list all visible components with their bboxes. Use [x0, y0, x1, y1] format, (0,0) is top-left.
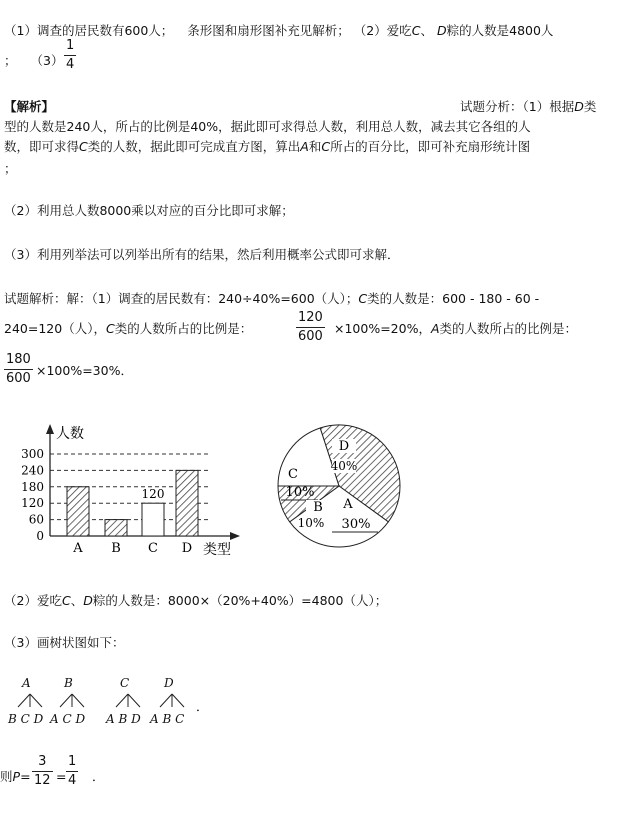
- y-axis-label: 人数: [56, 426, 84, 442]
- solution-line-3: ×100%=30%．: [36, 363, 133, 378]
- bar-B: [105, 520, 127, 536]
- x-axis-label: 类型: [203, 542, 231, 558]
- y-tick-label: 300: [21, 447, 44, 461]
- x-tick-label: B: [111, 541, 121, 556]
- pie-label-D: D: [338, 439, 350, 454]
- y-axis-arrow: [46, 424, 54, 434]
- tree-branches: [10, 693, 50, 709]
- solution-line-2b: ×100%=20%，A类的人数所占的比例是：: [334, 321, 578, 336]
- tree-root-B: B: [64, 676, 73, 690]
- part3-solution-text: （3）画树状图如下：: [4, 635, 125, 650]
- y-tick-label: 120: [21, 496, 44, 511]
- tree-root-A: A: [22, 676, 31, 690]
- answer-fraction: 1 4: [66, 38, 75, 72]
- pie-pct-D: 40%: [330, 459, 358, 473]
- tree-end: ．: [196, 699, 209, 714]
- result-eq2: =: [56, 769, 67, 784]
- part2-solution: （2）爱吃C、D粽的人数是：8000×（20%+40%）=4800（人）；: [4, 593, 388, 608]
- pie-label-A: A: [343, 497, 353, 512]
- solution-line-2: 240=120（人），C类的人数所占的比例是：: [4, 321, 253, 336]
- analysis-title-line: 试题分析：（1）根据D类: [460, 99, 597, 114]
- x-axis-arrow: [230, 532, 240, 540]
- analysis-heading: 【解析】: [4, 99, 55, 114]
- y-tick-label: 60: [28, 512, 44, 527]
- pie-pct-B: 10%: [297, 516, 325, 530]
- pie-pct-C: 10%: [285, 485, 315, 500]
- pie-chart: [278, 425, 400, 547]
- tree-root-D: D: [164, 676, 174, 690]
- bar-D: [176, 470, 198, 536]
- bar-chart: [21, 424, 240, 558]
- bar-C: [142, 503, 164, 536]
- analysis-p1-line3: 数，即可求得C类的人数，据此即可完成直方图，算出A和C所占的百分比，即可补充扇形统计图: [4, 139, 531, 154]
- pie-label-B: B: [313, 500, 323, 515]
- y-tick-label: 240: [21, 463, 44, 478]
- y-tick-label: 0: [36, 529, 44, 543]
- tree-branches: [152, 693, 192, 709]
- analysis-p1-line2: 型的人数是240人，所占的比例是40%，据此即可求得总人数，利用总人数，减去其它各组的人: [4, 119, 531, 134]
- x-tick-label: A: [73, 541, 83, 556]
- answer-line-2: ； （3）: [4, 53, 64, 68]
- tree-children: B C D: [8, 712, 44, 726]
- y-tick-label: 180: [21, 479, 44, 494]
- result-fraction-2: 1 4: [68, 754, 77, 788]
- solution-line-1: 试题解析：解：（1）调查的居民数有：240÷40%=600（人）；C类的人数是：600 - 180 - 60 -: [4, 291, 540, 306]
- x-tick-label: D: [181, 541, 193, 556]
- solution-fraction-2: 180 600: [6, 352, 31, 386]
- bar-A: [67, 487, 89, 536]
- result-line: 则P=: [0, 769, 31, 784]
- pie-pct-A: 30%: [341, 517, 371, 532]
- tree-children: A B C: [150, 712, 185, 726]
- tree-branches: [108, 693, 148, 709]
- tree-children: A C D: [50, 712, 86, 726]
- analysis-p3: （3）利用列举法可以列举出所有的结果，然后利用概率公式即可求解．: [4, 247, 400, 262]
- solution-fraction-1: 120 600: [298, 310, 323, 344]
- analysis-p2: （2）利用总人数8000乘以对应的百分比即可求解；: [4, 203, 294, 218]
- analysis-p1-line4: ；: [4, 161, 17, 176]
- tree-children: A B D: [106, 712, 141, 726]
- x-tick-label: C: [148, 541, 158, 556]
- tree-root-C: C: [120, 676, 130, 690]
- tree-branches: [52, 693, 92, 709]
- pie-label-C: C: [288, 467, 298, 482]
- result-fraction-1: 3 12: [34, 754, 51, 788]
- data-label: 120: [141, 487, 165, 502]
- result-end: ．: [92, 769, 105, 784]
- charts-figure: [0, 410, 630, 570]
- answer-line-1: （1）调查的居民数有600人； 条形图和扇形图补充见解析； （2）爱吃C、 D粽的人数是4800人: [4, 23, 554, 38]
